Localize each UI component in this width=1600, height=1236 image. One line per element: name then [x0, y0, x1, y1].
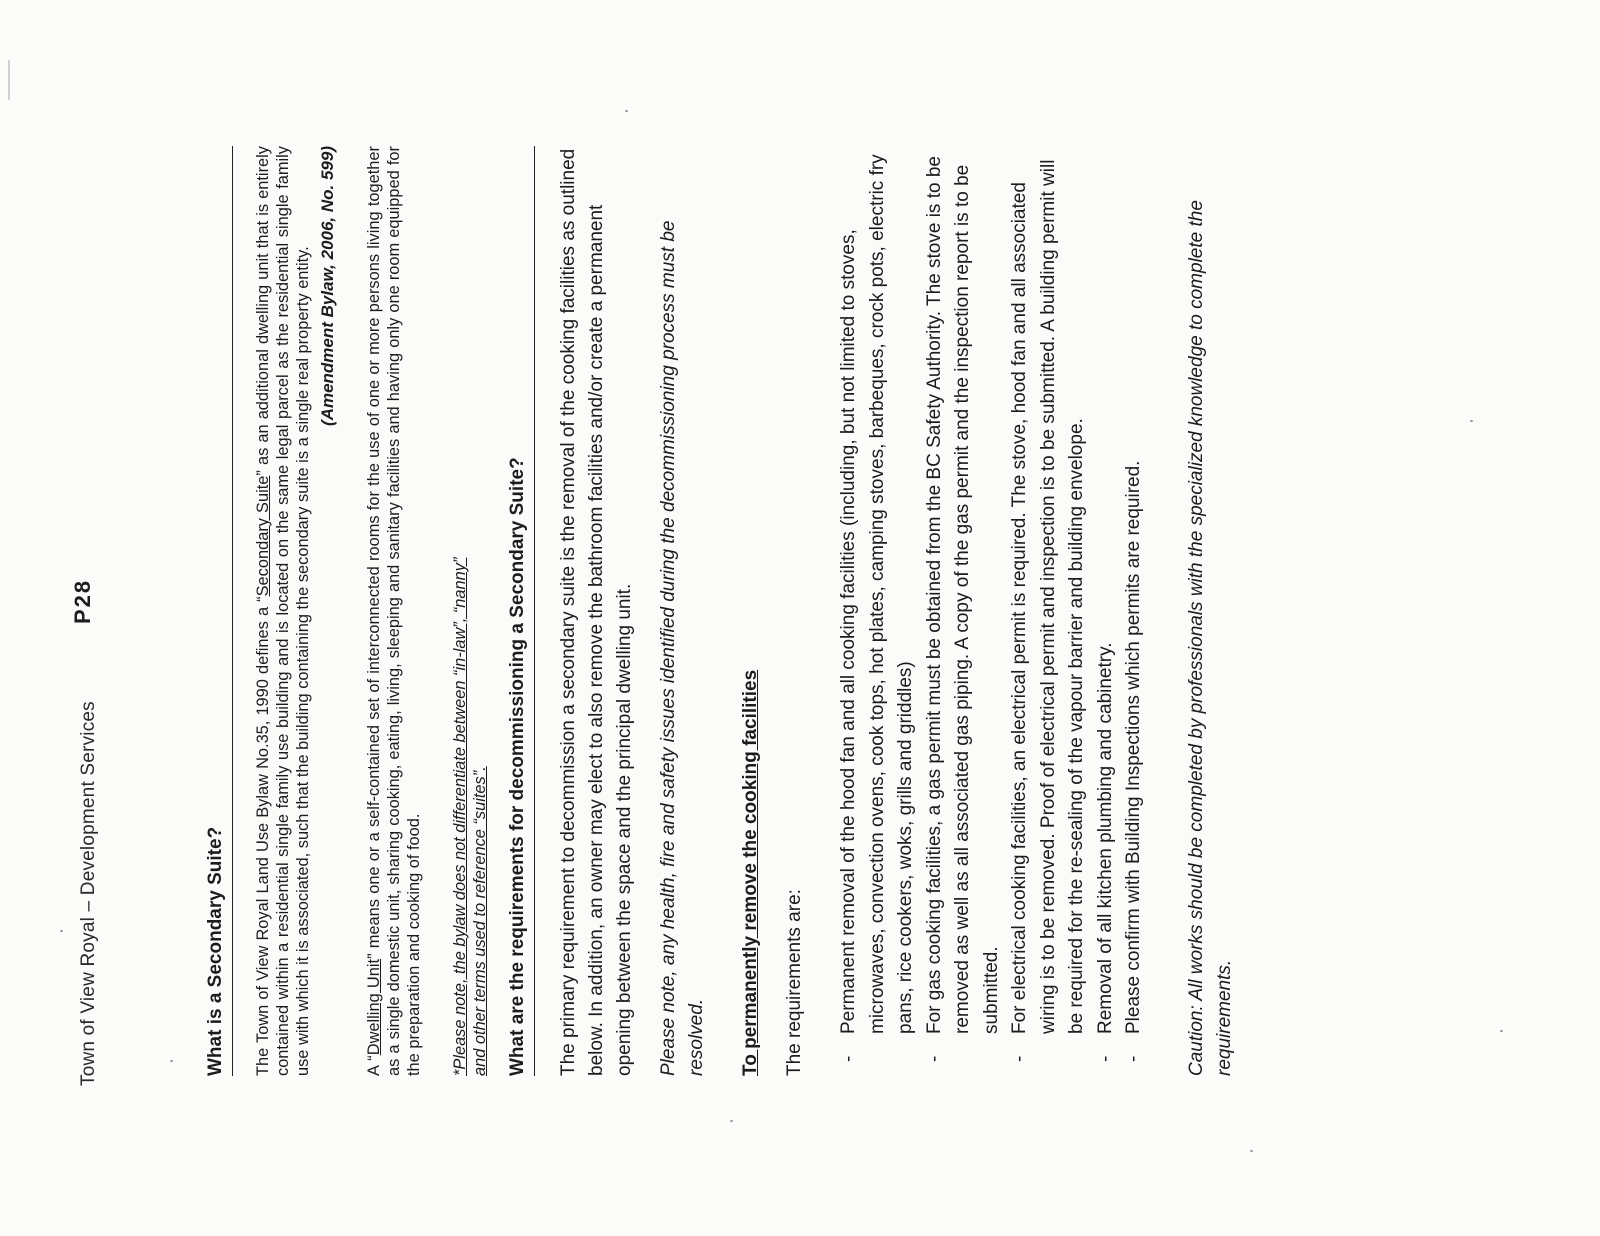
section-heading-rule	[506, 146, 535, 1076]
list-item	[1006, 146, 1092, 1076]
primary-requirement-text: The primary requirement to decommission a secondary suite is the removal of the cooking facilities as outlined below. In addition, an owner may elect to also remove the bathroom facilities and/or create a permanent opening between the space and the principal dwelling unit.	[557, 148, 635, 1076]
list-item-text: For gas cooking facilities, a gas permit must be obtained from the BC Safety Authority. The stove is to be removed as well as all associated gas piping. A copy of the gas permit and the inspection report is to be submitted.	[923, 156, 1002, 1034]
list-item	[921, 146, 1007, 1076]
list-bullet: -	[1123, 1055, 1145, 1062]
scan-speck	[170, 1060, 173, 1062]
scan-speck	[8, 60, 10, 100]
list-bullet: -	[1009, 1055, 1031, 1062]
scan-speck	[625, 110, 628, 112]
list-item-text: Please confirm with Building Inspections which permits are required.	[1123, 460, 1145, 1034]
scan-speck	[60, 930, 63, 932]
definition-dwelling-unit	[364, 146, 424, 1076]
page-content	[204, 146, 1240, 1076]
definition-text: A “	[364, 1055, 383, 1076]
caution-note: Caution: All works should be completed by professionals with the specialized knowledge to complete the requirements.	[1185, 200, 1236, 1076]
list-item	[835, 146, 921, 1076]
section-heading-rule	[204, 146, 233, 1076]
list-item	[1120, 146, 1149, 1076]
page-header: Town of View Royal – Development Services	[78, 701, 99, 1086]
definition-text: The Town of View Royal Land Use Bylaw No.35, 1990 defines a “	[253, 596, 272, 1076]
health-safety-note: Please note, any health, fire and safety issues identified during the decommissioning process must be resolved.	[657, 220, 708, 1076]
definition-text: ” as an additional dwelling unit that is entirely contained within a residential single family use building and is located on the same legal parcel as the residential single family use with which it is associated, such that the building containing the secondary suite is a single real property entity.	[253, 146, 312, 1076]
defined-term: Dwelling Unit	[364, 958, 383, 1056]
section-heading: What are the requirements for decommissioning a Secondary Suite?	[506, 457, 528, 1076]
page-number: P28	[70, 578, 95, 624]
list-item-text: For electrical cooking facilities, an electrical permit is required. The stove, hood fan and all associated wiring is to be removed. Proof of electrical permit and inspection is to be submitted. A building permit will be required for the re-sealing of the vapour barrier and building envelope.	[1009, 159, 1088, 1034]
list-item	[1092, 146, 1121, 1076]
bylaw-note: *Please note, the bylaw does not differentiate between “in-law”, “nanny” and other terms used to reference “suites”.	[450, 557, 489, 1076]
list-bullet: -	[923, 1055, 945, 1062]
amendment-reference: (Amendment Bylaw, 2006, No. 599)	[317, 146, 337, 426]
scan-speck	[1470, 420, 1473, 422]
section-decommissioning	[506, 146, 711, 1076]
section-heading: What is a Secondary Suite?	[205, 826, 226, 1076]
list-bullet: -	[838, 1055, 860, 1062]
list-item-text: Removal of all kitchen plumbing and cabinetry.	[1094, 642, 1116, 1034]
list-bullet: -	[1094, 1055, 1116, 1062]
scan-speck	[1250, 1150, 1253, 1152]
section-heading: To permanently remove the cooking facilities	[740, 669, 762, 1076]
defined-term: Secondary Suite	[253, 475, 272, 597]
section-cooking-facilities	[739, 146, 1239, 1076]
requirements-list	[835, 146, 1149, 1076]
definition-secondary-suite	[253, 146, 313, 1076]
section-secondary-suite	[204, 146, 490, 1076]
scan-speck	[1500, 1030, 1503, 1032]
definition-text: ” means one or a self-contained set of interconnected rooms for the use of one or more persons living together as a single domestic unit, sharing cooking, eating, living, sleeping and sanitary facilities and having only one room equipped for the preparation and cooking of food.	[364, 146, 423, 1076]
requirements-intro: The requirements are:	[783, 889, 805, 1076]
scan-speck	[730, 1120, 733, 1122]
list-item-text: Permanent removal of the hood fan and all cooking facilities (including, but not limited to stoves, microwaves, convection ovens, cook tops, hot plates, camping stoves, barbeques, crock pots, electric fry pans, rice cookers, woks, grills and griddles)	[838, 154, 917, 1034]
